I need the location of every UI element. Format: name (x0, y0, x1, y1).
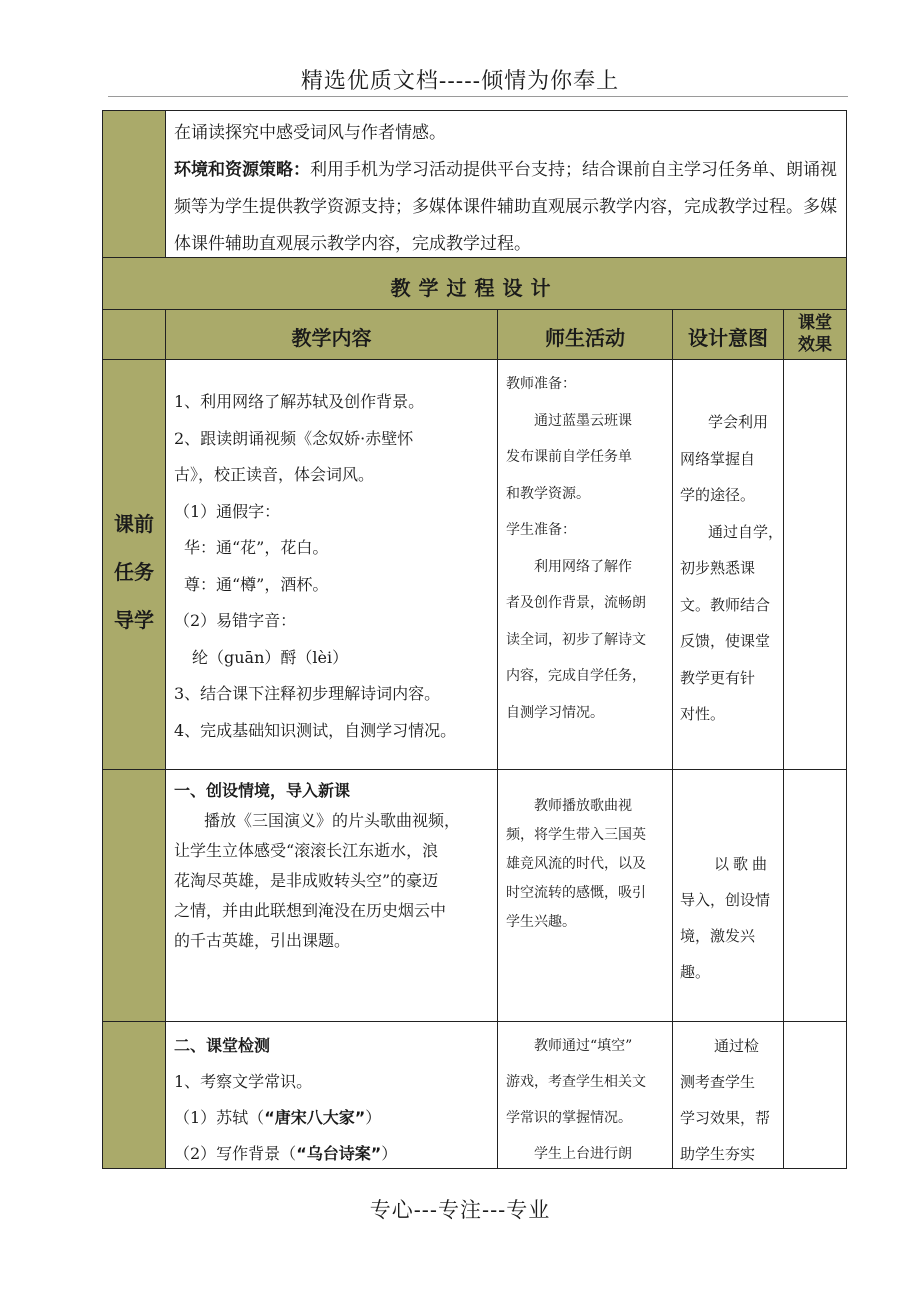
row3-item-1-bold: “唐宋八大家” (264, 1108, 366, 1127)
intro-text-cell (165, 110, 847, 258)
col-head-content: 教学内容 (291, 326, 372, 350)
colhead-effect-cell (783, 309, 847, 360)
row1-content (174, 384, 494, 749)
row1-content-line: 尊：通“樽”，酒杯。 (184, 574, 329, 594)
row2-intent-line: 以歌曲 (714, 855, 772, 873)
row3-heading: 二、课堂检测 (174, 1036, 271, 1055)
row1-intent-line: 通过自学， (708, 522, 784, 541)
row1-content-line: 4、完成基础知识测试，自测学习情况。 (174, 720, 457, 740)
row1-intent-line: 文。教师结合 (680, 595, 771, 614)
row1-activity-line: 发布课前自学任务单 (506, 449, 632, 465)
row2-activity-line: 学生兴趣。 (506, 914, 576, 930)
row1-intent-line: 反馈，使课堂 (680, 632, 771, 650)
strategy-text: 利用手机为学习活动提供平台支持；结合课前自主学习任务单、朗诵视频等为学生提供教学资源支持；多媒体课件辅助直观展示教学内容，完成教学过程。多媒体课件辅助直观展示教学内容，完成教学过程。 (174, 160, 837, 254)
row3-activity-cell (497, 1021, 673, 1169)
row1-intent-line: 教学更有针 (680, 668, 756, 687)
col-head-effect-line2: 效果 (798, 335, 832, 355)
header-divider (108, 96, 848, 97)
row1-content-line: 1、利用网络了解苏轼及创作背景。 (174, 392, 425, 411)
row3-intent-cell (672, 1021, 784, 1169)
strategy-label: 环境和资源策略： (174, 160, 310, 180)
row1-activity (506, 366, 670, 731)
row1-intent (680, 404, 784, 733)
page-footer-text: 专心---专注---专业 (369, 1198, 551, 1222)
row2-content-line: 花淘尽英雄，是非成败转头空”的豪迈 (174, 871, 439, 890)
row1-effect-cell (783, 359, 847, 770)
row3-item-2-bold: “乌台诗案” (296, 1144, 382, 1163)
row3-item-2-prefix: （2）写作背景（ (174, 1144, 297, 1163)
colhead-label-cell (102, 309, 166, 360)
row2-activity-line: 时空流转的感慨，吸引 (506, 885, 646, 901)
colhead-activity-cell (497, 309, 673, 360)
row3-item-2-suffix: ） (381, 1144, 398, 1163)
row1-content-cell (165, 359, 498, 770)
row1-activity-line: 学生准备： (506, 522, 576, 538)
row3-activity-line: 学生上台进行朗 (534, 1146, 632, 1162)
row2-activity-line: 雄竞风流的时代，以及 (506, 856, 646, 872)
row1-activity-line: 内容，完成自学任务， (506, 668, 646, 684)
row2-activity-line: 教师播放歌曲视 (534, 798, 632, 814)
row3-content-cell (165, 1021, 498, 1169)
row2-content (174, 776, 494, 956)
intro-label-cell (102, 110, 166, 258)
row1-content-line: （1）通假字： (174, 501, 281, 521)
row3-activity-line: 游戏，考查学生相关文 (506, 1074, 646, 1090)
row2-heading: 一、创设情境，导入新课 (174, 781, 351, 800)
row3-intent-line: 学习效果，帮 (680, 1109, 771, 1127)
row1-activity-cell (497, 359, 673, 770)
col-head-effect (784, 312, 846, 356)
row1-content-line: 纶（guān）酹（lèi） (192, 647, 349, 667)
col-head-activity: 师生活动 (545, 326, 625, 350)
row2-effect-cell (783, 769, 847, 1022)
colhead-content-cell (165, 309, 498, 360)
row3-intent-line: 测考查学生 (680, 1073, 756, 1091)
row3-content-line: 1、考察文学常识。 (174, 1072, 313, 1091)
row3-activity-line: 学常识的掌握情况。 (506, 1110, 632, 1126)
row1-content-line: 古》，校正读音，体会词风。 (174, 465, 375, 484)
row3-item-2 (174, 1136, 494, 1172)
row2-content-line: 之情，并由此联想到淹没在历史烟云中 (174, 901, 447, 920)
row2-activity (506, 792, 670, 937)
row1-activity-line: 读全词，初步了解诗文 (506, 631, 646, 648)
intro-line-1: 在诵读探究中感受词风与作者情感。 (174, 123, 446, 143)
row3-intent (680, 1028, 784, 1172)
row1-intent-line: 对性。 (680, 705, 726, 723)
row1-label-line: 导学 (114, 608, 154, 632)
row1-activity-line: 利用网络了解作 (534, 558, 632, 575)
row1-label-line: 任务 (114, 560, 154, 584)
section-title-cell (102, 257, 847, 310)
row3-intent-line: 通过检 (714, 1037, 760, 1055)
row1-activity-line: 和教学资源。 (506, 485, 590, 502)
row3-content (174, 1028, 494, 1172)
row1-label-cell (102, 359, 166, 770)
row1-activity-line: 自测学习情况。 (506, 704, 604, 721)
row1-activity-line: 者及创作背景，流畅朗 (506, 595, 646, 611)
row1-intent-line: 学的途径。 (680, 486, 756, 504)
row3-item-1-prefix: （1）苏轼（ (174, 1108, 265, 1127)
row2-label-cell (102, 769, 166, 1022)
row1-intent-line: 初步熟悉课 (680, 559, 756, 577)
row2-intent-line: 境，激发兴趣。 (680, 927, 756, 981)
col-head-effect-line1: 课堂 (798, 313, 832, 333)
row1-intent-cell (672, 359, 784, 770)
row1-label (103, 500, 165, 644)
row2-activity-line: 频，将学生带入三国英 (506, 827, 646, 843)
intro-text (174, 115, 842, 263)
row3-label-cell (102, 1021, 166, 1169)
row1-content-line: 华：通“花”，花白。 (184, 538, 329, 557)
row1-activity-line: 教师准备： (506, 376, 576, 392)
row1-intent-line: 网络掌握自 (680, 449, 756, 468)
row2-intent-line: 导入，创设情 (680, 891, 771, 909)
intro-strategy (174, 152, 842, 263)
row3-effect-cell (783, 1021, 847, 1169)
row1-activity-line: 通过蓝墨云班课 (534, 412, 632, 429)
row3-item-1-suffix: ） (365, 1108, 382, 1127)
row1-content-line: （2）易错字音： (174, 611, 297, 630)
row2-content-cell (165, 769, 498, 1022)
row1-intent-line: 学会利用 (708, 413, 769, 431)
row3-intent-line: 助学生夯实 (680, 1145, 756, 1163)
row3-activity-line: 教师通过“填空” (534, 1038, 633, 1054)
col-head-intent: 设计意图 (688, 326, 768, 350)
row2-content-line: 的千古英雄，引出课题。 (174, 931, 351, 950)
row2-intent-cell (672, 769, 784, 1022)
row1-content-line: 3、结合课下注释初步理解诗词内容。 (174, 684, 441, 703)
row3-activity (506, 1028, 670, 1172)
row3-item-1 (174, 1100, 494, 1136)
colhead-intent-cell (672, 309, 784, 360)
row2-content-line: 让学生立体感受“滚滚长江东逝水，浪 (174, 841, 439, 860)
row2-activity-cell (497, 769, 673, 1022)
row1-content-line: 2、跟读朗诵视频《念奴娇·赤壁怀 (174, 428, 414, 448)
section-title: 教学过程设计 (390, 276, 559, 300)
row1-label-line: 课前 (114, 512, 154, 536)
page-header-title: 精选优质文档-----倾情为你奉上 (300, 69, 620, 94)
row2-content-line: 播放《三国演义》的片头歌曲视频， (204, 811, 461, 830)
row2-intent (680, 846, 784, 990)
